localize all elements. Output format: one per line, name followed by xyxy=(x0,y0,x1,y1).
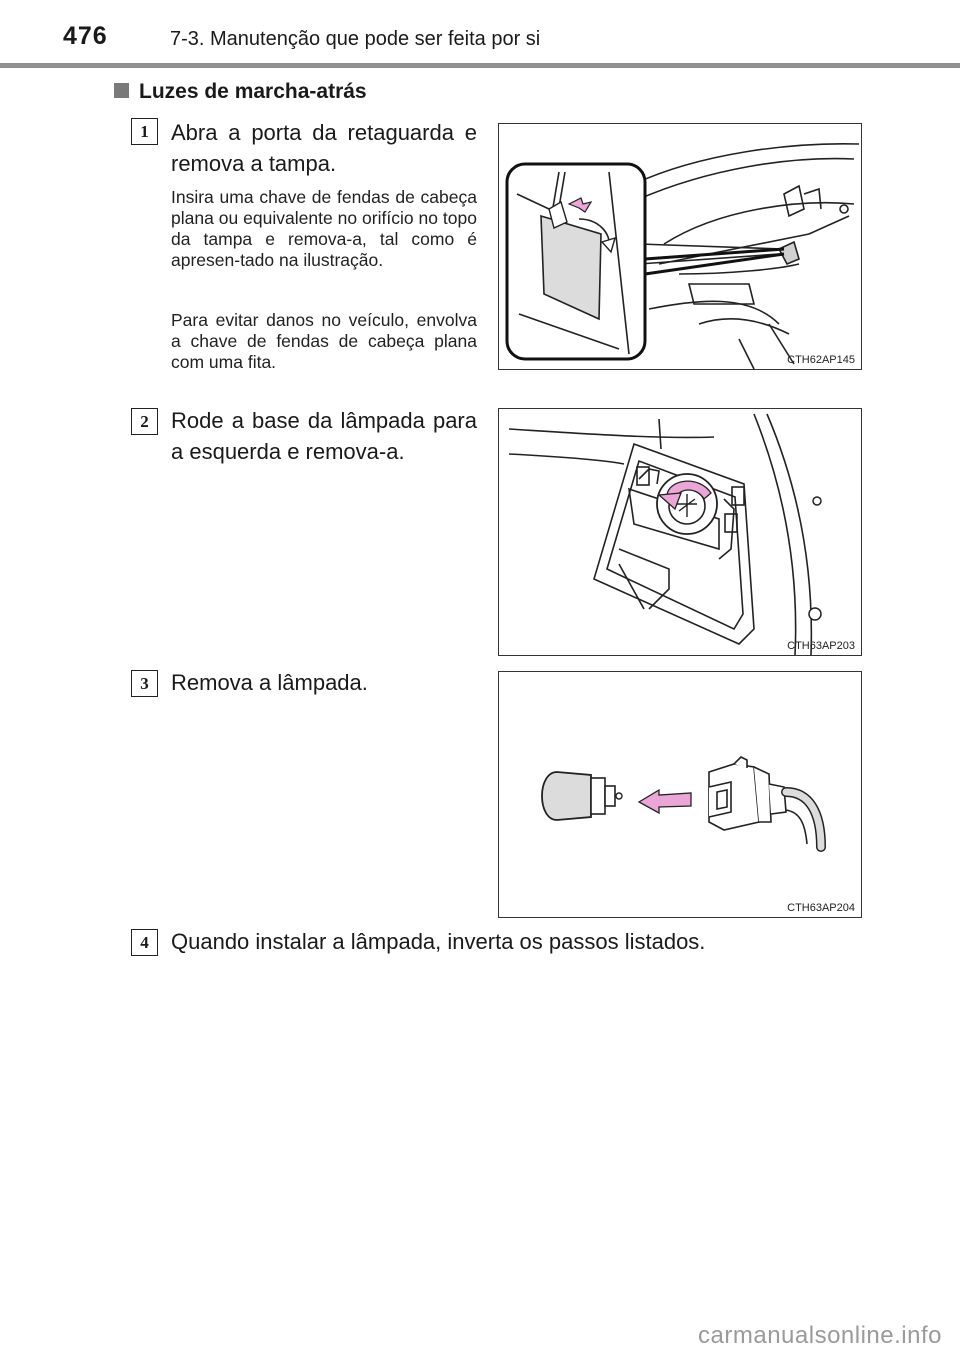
section-title: 7-3. Manutenção que pode ser feita por si xyxy=(170,28,541,50)
step-1-number: 1 xyxy=(131,118,158,145)
step-2-number: 2 xyxy=(131,408,158,435)
bulb-socket-illustration xyxy=(499,409,861,655)
step-1-note-2: Para evitar danos no veículo, envolva a chave de fendas de cabeça plana com uma fita. xyxy=(171,310,477,372)
page-number: 476 xyxy=(63,22,108,50)
step-4-text: Quando instalar a lâmpada, inverta os passos listados. xyxy=(171,929,706,954)
watermark: carmanualsonline.info xyxy=(698,1322,942,1349)
step-2-text: Rode a base da lâmpada para a esquerda e remova-a. xyxy=(171,408,477,464)
figure-code: CTH63AP204 xyxy=(787,902,855,914)
figure-step-1 xyxy=(498,123,862,370)
square-bullet-icon xyxy=(114,83,129,98)
tailgate-cover-illustration xyxy=(499,124,861,369)
step-1-text: Abra a porta da retaguarda e remova a tampa. xyxy=(171,120,477,176)
step-3-text: Remova a lâmpada. xyxy=(171,670,368,695)
figure-code: CTH62AP145 xyxy=(787,354,855,366)
step-3-number: 3 xyxy=(131,670,158,697)
figure-code: CTH63AP203 xyxy=(787,640,855,652)
figure-step-2 xyxy=(498,408,862,656)
page-header xyxy=(0,0,960,70)
bulb-removal-illustration xyxy=(499,672,861,917)
heading-text: Luzes de marcha-atrás xyxy=(139,80,367,103)
step-4-number: 4 xyxy=(131,929,158,956)
section-heading xyxy=(114,80,367,104)
header-rule xyxy=(0,63,960,68)
figure-step-3 xyxy=(498,671,862,918)
step-1-note-1: Insira uma chave de fendas de cabeça plana ou equivalente no orifício no topo da tampa e remova-a, tal como é apresen-tado na ilustração. xyxy=(171,187,477,270)
